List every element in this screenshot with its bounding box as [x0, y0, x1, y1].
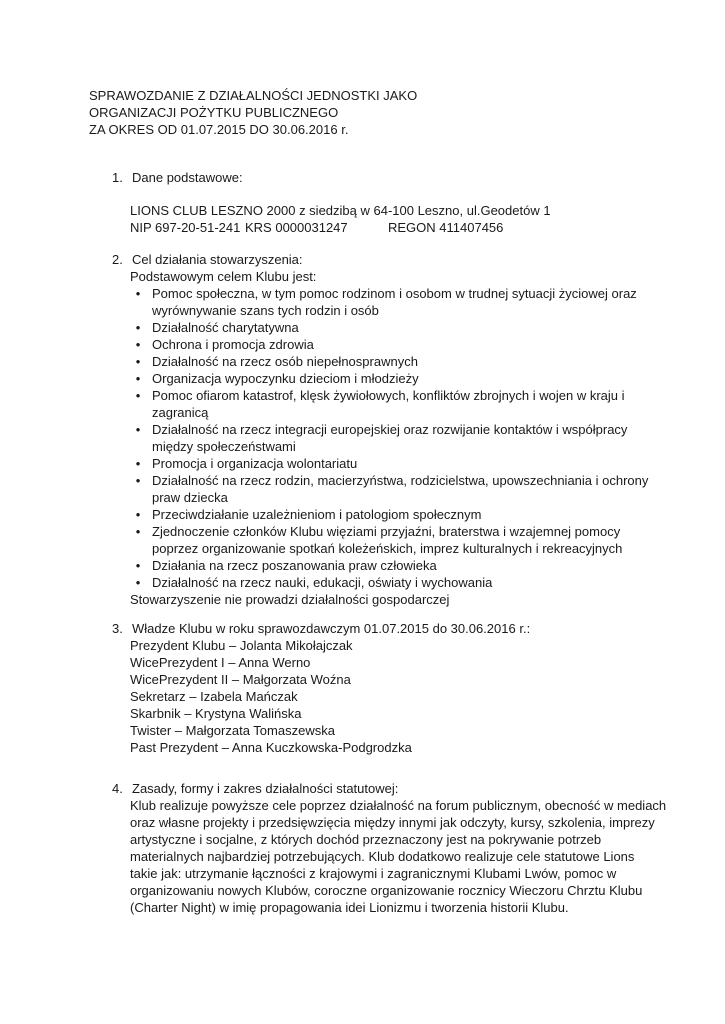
goal-text-line: zagranicą — [152, 405, 209, 420]
section-basic-data — [112, 169, 632, 236]
goals-intro: Podstawowym celem Klubu jest: — [130, 269, 317, 284]
goals-closing: Stowarzyszenie nie prowadzi działalności gospodarczej — [130, 592, 450, 607]
bullet-icon: • — [135, 354, 141, 369]
goal-list-item — [132, 506, 632, 523]
nip-number: NIP 697-20-51-241 — [130, 220, 241, 235]
officer-entry: Twister – Małgorzata Tomaszewska — [130, 723, 335, 738]
goal-list-item — [132, 319, 632, 336]
goal-text-line: Promocja i organizacja wolontariatu — [152, 456, 358, 471]
goal-list-item — [132, 557, 632, 574]
goal-text-line: Organizacja wypoczynku dzieciom i młodzieży — [152, 371, 419, 386]
goals-list — [112, 285, 649, 591]
bullet-icon: • — [135, 422, 141, 437]
goal-text-line: Działalność na rzecz rodzin, macierzyństwa, rodzicielstwa, upowszechniania i ochrony — [152, 473, 649, 488]
bullet-icon: • — [135, 286, 141, 301]
activities-line: organizowaniu nowych Klubów, coroczne organizowanie rocznicy Wieczoru Chrztu Klubu — [130, 883, 643, 898]
section-number: 4. — [112, 781, 123, 796]
goal-list-item — [132, 387, 632, 421]
goal-text-line: poprzez organizowanie spotkań koleżeńskich, imprez kulturalnych i rekreacyjnych — [152, 541, 623, 556]
section-number: 1. — [112, 170, 123, 185]
activities-line: oraz własne projekty i przedsięwzięcia między innymi jak odczyty, kursy, szkolenia, imprezy — [130, 815, 655, 830]
officer-entry: WicePrezydent II – Małgorzata Woźna — [130, 672, 351, 687]
section-heading: Cel działania stowarzyszenia: — [132, 252, 303, 267]
section-heading: Zasady, formy i zakres działalności statutowej: — [132, 781, 399, 796]
goal-list-item — [132, 421, 632, 455]
goal-text-line: Przeciwdziałanie uzależnieniom i patologiom społecznym — [152, 507, 482, 522]
section-number: 2. — [112, 252, 123, 267]
goal-list-item — [132, 353, 632, 370]
regon-number: REGON 411407456 — [388, 220, 504, 235]
section-heading: Dane podstawowe: — [132, 170, 243, 185]
bullet-icon: • — [135, 337, 141, 352]
goal-text-line: Pomoc ofiarom katastrof, klęsk żywiołowych, konfliktów zbrojnych i wojen w kraju i — [152, 388, 625, 403]
goal-list-item — [132, 370, 632, 387]
officer-entry: Skarbnik – Krystyna Walińska — [130, 706, 302, 721]
activities-line: artystyczne i socjalne, z których dochód przeznaczony jest na pokrywanie potrzeb — [130, 832, 602, 847]
goal-list-item — [132, 523, 632, 557]
section-number: 3. — [112, 621, 123, 636]
goal-list-item — [132, 472, 649, 506]
activities-line: (Charter Night) w imię propagowania idei Lionizmu i tworzenia historii Klubu. — [130, 900, 569, 915]
activities-line: Klub realizuje powyższe cele poprzez działalność na forum publicznym, obecność w mediach — [130, 798, 667, 813]
section-heading: Władze Klubu w roku sprawozdawczym 01.07.2015 do 30.06.2016 r.: — [132, 621, 531, 636]
goal-text-line: Ochrona i promocja zdrowia — [152, 337, 314, 352]
activities-line: takie jak: utrzymanie łączności z krajowymi i zagranicznymi Klubami Lwów, pomoc w — [130, 866, 617, 881]
bullet-icon: • — [135, 558, 141, 573]
bullet-icon: • — [135, 524, 141, 539]
krs-number: KRS 0000031247 — [245, 220, 348, 235]
goal-text-line: Działalność na rzecz nauki, edukacji, oświaty i wychowania — [152, 575, 493, 590]
section-authorities — [112, 620, 632, 756]
goal-list-item — [132, 285, 637, 319]
goal-text-line: Działalność charytatywna — [152, 320, 299, 335]
title-line-3: ZA OKRES OD 01.07.2015 DO 30.06.2016 r. — [89, 122, 349, 137]
goal-list-item — [132, 574, 632, 591]
activities-line: materialnych najbardziej potrzebujących. Klub dodatkowo realizuje cele statutowe Lions — [130, 849, 635, 864]
goal-text-line: Działania na rzecz poszanowania praw człowieka — [152, 558, 437, 573]
goal-text-line: Zjednoczenie członków Klubu więziami przyjaźni, braterstwa i wzajemnej pomocy — [152, 524, 621, 539]
bullet-icon: • — [135, 575, 141, 590]
goal-text-line: Pomoc społeczna, w tym pomoc rodzinom i osobom w trudnej sytuacji życiowej oraz — [152, 286, 637, 301]
officer-entry: WicePrezydent I – Anna Werno — [130, 655, 311, 670]
bullet-icon: • — [135, 388, 141, 403]
bullet-icon: • — [135, 456, 141, 471]
section-activities — [112, 780, 667, 916]
bullet-icon: • — [135, 320, 141, 335]
officers-list — [112, 637, 632, 756]
goal-text-line: wyrównywanie szans tych rodzin i osób — [152, 303, 379, 318]
section-goals — [112, 251, 649, 608]
goal-text-line: Działalność na rzecz osób niepełnosprawnych — [152, 354, 418, 369]
registry-numbers — [112, 219, 632, 236]
activities-paragraph — [112, 797, 667, 916]
bullet-icon: • — [135, 473, 141, 488]
officer-entry: Past Prezydent – Anna Kuczkowska-Podgrodzka — [130, 740, 412, 755]
bullet-icon: • — [135, 371, 141, 386]
goal-text-line: między społeczeństwami — [152, 439, 296, 454]
club-address: LIONS CLUB LESZNO 2000 z siedzibą w 64-100 Leszno, ul.Geodetów 1 — [130, 203, 551, 218]
goal-text-line: Działalność na rzecz integracji europejskiej oraz rozwijanie kontaktów i współpracy — [152, 422, 628, 437]
report-title — [89, 87, 417, 138]
title-line-1: SPRAWOZDANIE Z DZIAŁALNOŚCI JEDNOSTKI JAKO — [89, 88, 418, 103]
officer-entry: Prezydent Klubu – Jolanta Mikołajczak — [130, 638, 353, 653]
title-line-2: ORGANIZACJI POŻYTKU PUBLICZNEGO — [89, 105, 339, 120]
bullet-icon: • — [135, 507, 141, 522]
goal-list-item — [132, 336, 632, 353]
officer-entry: Sekretarz – Izabela Mańczak — [130, 689, 298, 704]
goal-text-line: praw dziecka — [152, 490, 228, 505]
goal-list-item — [132, 455, 632, 472]
